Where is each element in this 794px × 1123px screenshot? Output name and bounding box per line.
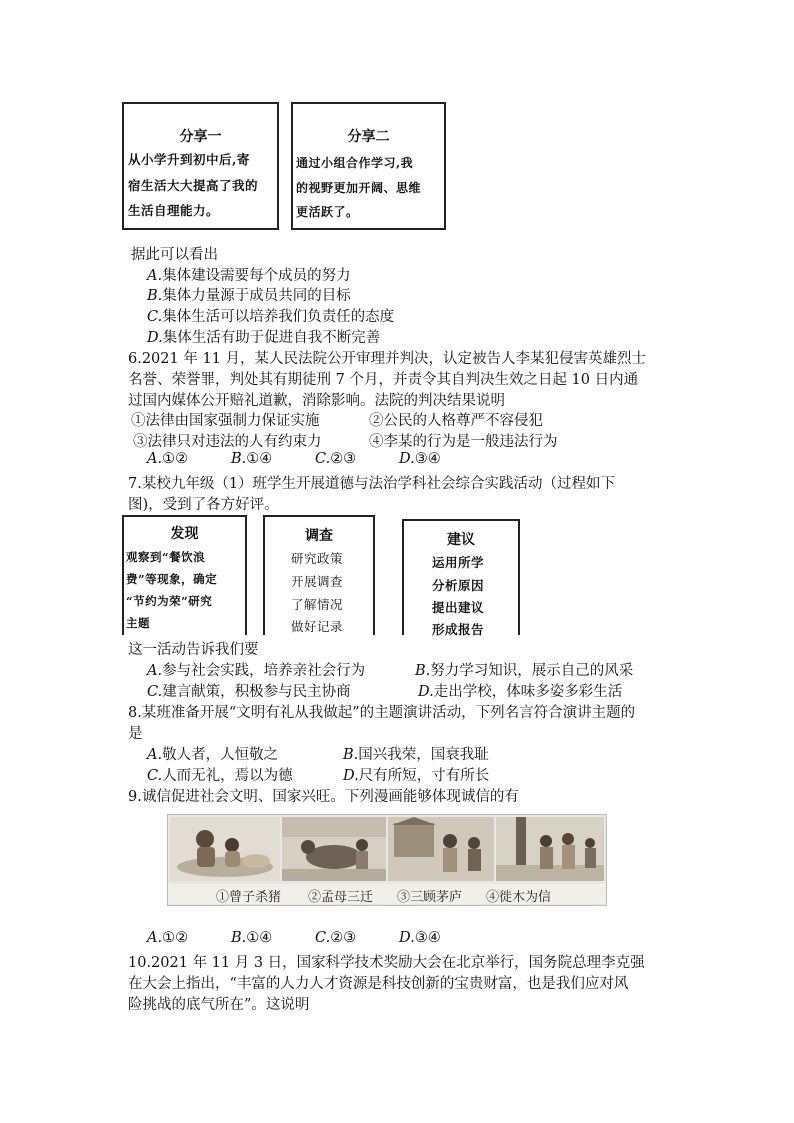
question-stem: 据此可以看出: [131, 247, 218, 263]
option-letter: A.: [147, 747, 163, 763]
question-line: 过国内媒体公开赔礼道歉，消除影响。法院的判决结果说明: [128, 393, 505, 409]
statement-item: ①法律由国家强制力保证实施: [131, 413, 320, 429]
question-line: 6.2021 年 11 月，某人民法院公开审理并判决，认定被告人李某犯侵害英雄烈士: [128, 351, 647, 367]
option-d: [418, 680, 622, 701]
question-line: 8.某班准备开展“文明有礼从我做起”的主题演讲活动，下列名言符合演讲主题的: [128, 705, 636, 721]
option-text: 走出学校，体味多姿多彩生活: [433, 684, 623, 700]
question-line: 7.某校九年级（1）班学生开展道德与法治学科社会综合实践活动（过程如下: [128, 476, 616, 492]
option-text: ③④: [414, 451, 441, 467]
option-letter: C.: [147, 684, 163, 700]
option-c: [147, 680, 351, 701]
question-line: 险挑战的底气所在”。这说明: [128, 997, 310, 1013]
cartoon-panel-4: [496, 817, 604, 881]
option-letter: A.: [147, 451, 163, 467]
share-box-line: 从小学升到初中后,寄: [128, 152, 250, 167]
option-letter: A.: [147, 663, 163, 679]
option-text: ②③: [330, 451, 357, 467]
option-c: [315, 451, 356, 467]
option-b: [415, 659, 633, 680]
option-letter: B.: [147, 288, 163, 304]
option-a: [147, 743, 278, 764]
option-b: [343, 743, 489, 764]
share-box-line: 更活跃了。: [296, 205, 359, 219]
option-letter: D.: [399, 451, 415, 467]
option-c: [147, 764, 293, 785]
option-letter: C.: [315, 930, 331, 946]
question-line: 图)，受到了各方好评。: [128, 497, 279, 513]
option-a: [147, 451, 188, 467]
process-box-line: 研究政策: [291, 551, 344, 566]
process-box-line: 开展调查: [291, 574, 344, 589]
option-text: ①②: [162, 451, 189, 467]
option-text: 建言献策，积极参与民主协商: [162, 684, 351, 700]
question-stem: 这一活动告诉我们要: [128, 642, 259, 658]
process-box-title: 发现: [170, 526, 199, 542]
cartoon-caption: ①曾子杀猪: [216, 890, 282, 905]
option-letter: D.: [343, 768, 359, 784]
option-text: ③④: [414, 930, 441, 946]
option-d: [147, 326, 380, 347]
process-box-title: 调查: [305, 528, 333, 544]
process-box-diaocha: [263, 515, 375, 635]
process-box-line: “节约为荣”研究: [126, 594, 213, 608]
option-b: [147, 284, 351, 305]
option-a: [147, 930, 188, 946]
option-text: ②③: [330, 930, 357, 946]
option-d: [399, 451, 441, 467]
share-box-line: 宿生活大大提高了我的: [128, 178, 259, 193]
option-letter: B.: [415, 663, 431, 679]
statement-item: ④李某的行为是一般违法行为: [369, 434, 558, 450]
option-letter: A.: [147, 930, 163, 946]
cartoon-caption: ④徙木为信: [486, 890, 552, 905]
option-a: [147, 264, 351, 285]
statement-item: ③法律只对违法的人有约束力: [133, 434, 322, 450]
option-letter: C.: [147, 309, 163, 325]
process-box-line: 了解情况: [291, 597, 344, 612]
process-box-jianyi: [402, 519, 520, 635]
option-text: 参与社会实践，培养亲社会行为: [162, 663, 366, 679]
option-letter: A.: [147, 268, 163, 284]
process-box-faxian: [122, 515, 247, 635]
option-c: [147, 305, 394, 326]
question-line: 在大会上指出，“丰富的人力人才资源是科技创新的宝贵财富，也是我们应对风: [128, 976, 629, 992]
process-box-line: 做好记录: [291, 619, 344, 634]
question-line: 10.2021 年 11 月 3 日，国家科学技术奖励大会在北京举行，国务院总理李克强: [128, 955, 645, 971]
cartoon-panel-1: [170, 817, 280, 881]
option-text: ①②: [162, 930, 189, 946]
option-text: 国兴我荣，国衰我耻: [358, 747, 489, 763]
option-b: [231, 451, 272, 467]
cartoon-caption: ②孟母三迁: [308, 890, 374, 905]
cartoon-strip-image: [167, 814, 607, 906]
question-line: 名誉、荣誉罪，判处其有期徒刑 7 个月，并责令其自判决生效之日起 10 日内通: [128, 372, 639, 388]
cartoon-panel-3: [388, 817, 494, 881]
option-letter: D.: [399, 930, 415, 946]
share-box-line: 的视野更加开阔、思维: [296, 181, 422, 195]
share-box-line: 通过小组合作学习,我: [296, 156, 414, 170]
option-letter: C.: [315, 451, 331, 467]
share-box-2: [291, 102, 446, 230]
cartoon-caption-row: [168, 884, 606, 904]
cartoon-panel-2: [282, 817, 386, 881]
process-box-line: 费”等现象，确定: [126, 572, 218, 586]
process-box-line: 提出建议: [432, 600, 485, 615]
option-d: [343, 764, 489, 785]
option-text: ①④: [246, 451, 273, 467]
process-box-line: 运用所学: [432, 555, 485, 570]
share-box-title: 分享一: [179, 129, 222, 145]
option-c: [315, 930, 356, 946]
statement-item: ②公民的人格尊严不容侵犯: [369, 413, 543, 429]
process-box-title: 建议: [447, 532, 475, 548]
option-text: ①④: [246, 930, 273, 946]
question-line: 是: [128, 726, 143, 742]
option-letter: D.: [147, 330, 163, 346]
share-box-1: [122, 102, 279, 230]
option-text: 敬人者，人恒敬之: [162, 747, 279, 763]
option-text: 尺有所短，寸有所长: [358, 768, 490, 784]
process-box-line: 主题: [126, 616, 150, 630]
process-box-line: 观察到“餐饮浪: [126, 550, 206, 564]
option-letter: B.: [231, 930, 247, 946]
option-letter: B.: [231, 451, 247, 467]
option-text: 集体生活可以培养我们负责任的态度: [162, 309, 395, 325]
option-a: [147, 659, 365, 680]
cartoon-caption: ③三顾茅庐: [397, 890, 463, 905]
option-text: 集体力量源于成员共同的目标: [162, 288, 351, 304]
option-letter: B.: [343, 747, 359, 763]
option-text: 人而无礼，焉以为德: [162, 768, 293, 784]
option-d: [399, 930, 441, 946]
process-box-line: 形成报告: [432, 622, 485, 637]
option-text: 努力学习知识，展示自己的风采: [430, 663, 634, 679]
question-stem: 9.诚信促进社会文明、国家兴旺。下列漫画能够体现诚信的有: [128, 789, 519, 805]
option-text: 集体生活有助于促进自我不断完善: [162, 330, 381, 346]
share-box-line: 生活自理能力。: [128, 203, 220, 218]
option-text: 集体建设需要每个成员的努力: [162, 268, 351, 284]
option-letter: D.: [418, 684, 434, 700]
option-letter: C.: [147, 768, 163, 784]
share-box-title: 分享二: [347, 129, 390, 145]
option-b: [231, 930, 272, 946]
process-box-line: 分析原因: [432, 578, 485, 593]
